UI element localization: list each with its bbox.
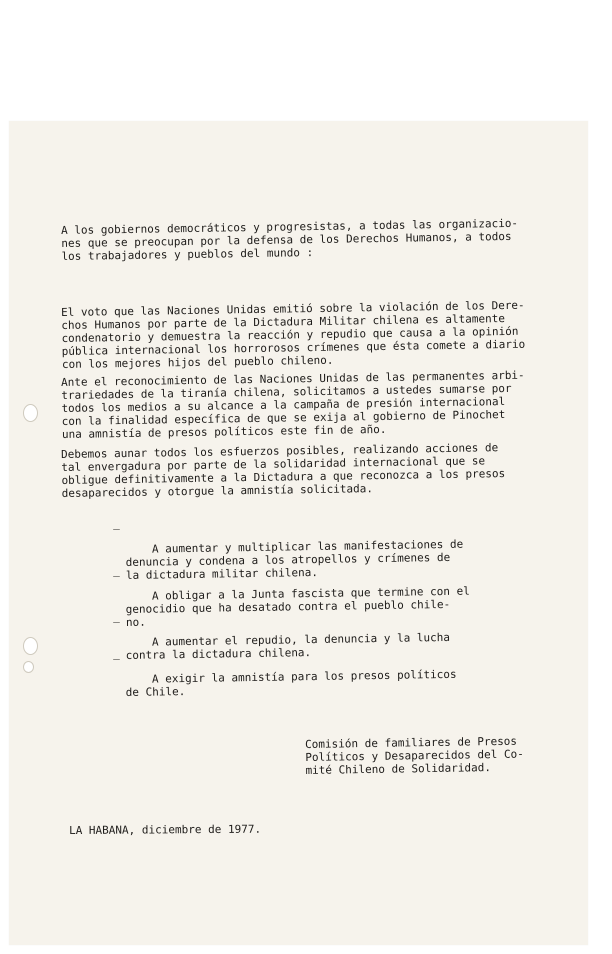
list-marker: _ [113, 517, 120, 531]
list-marker: _ [113, 647, 120, 661]
paragraph-un-vote: El voto que las Naciones Unidas emitió sobre la violación de los Dere- chos Humanos por parte de la Dictadura Militar chilena es altamente condenatorio y demuestra la reacción y repudio que causa a la opinión pública internacional los horrorosos crímenes que ésta comete a diario con los mejores hijos del pueblo chileno. [61, 298, 526, 371]
paragraph-request: Ante el reconocimiento de las Naciones Unidas de las permanentes arbi- trariedades de la tiranía chilena, solicitamos a ustedes sumarse por todos los medios a su alcance a la campaña de presión internacional con la finalidad específica de que se exija al gobierno de Pinochet una amnistía de presos políticos este fin de año. [61, 368, 525, 441]
document-page [9, 121, 588, 945]
punch-hole [23, 637, 38, 655]
punch-hole [23, 661, 34, 673]
list-item-text: A obligar a la Junta fascista que termine con el genocidio que ha desatado contra el pueblo chile- no. [125, 584, 470, 629]
punch-hole [23, 404, 38, 422]
list-marker: _ [113, 610, 120, 624]
list-item-text: A aumentar y multiplicar las manifestaciones de denuncia y condena a los atropellos y crímenes de la dictadura militar chilena. [125, 537, 464, 582]
dateline: LA HABANA, diciembre de 1977. [69, 822, 262, 837]
list-item-text: A aumentar el repudio, la denuncia y la lucha contra la dictadura chilena. [125, 630, 451, 662]
paragraph-efforts: Debemos aunar todos los esfuerzos posibles, realizando acciones de tal envergadura por parte de la solidaridad internacional que se obligue definitivamente a la Dictadura a que reconozca a los presos desaparecidos y otorgue la amnistía solicitada. [61, 441, 506, 500]
list-item-text: A exigir la amnistía para los presos políticos de Chile. [125, 667, 457, 699]
salutation: A los gobiernos democráticos y progresistas, a todas las organizacio- nes que se preocupan por la defensa de los Derechos Humanos, a todos los trabajadores y pueblos del mundo : [61, 216, 519, 263]
list-marker: _ [113, 564, 120, 578]
signature-block: Comisión de familiares de Presos Políticos y Desaparecidos del Co- mité Chileno de Solidaridad. [305, 734, 524, 777]
list-item [113, 640, 546, 712]
